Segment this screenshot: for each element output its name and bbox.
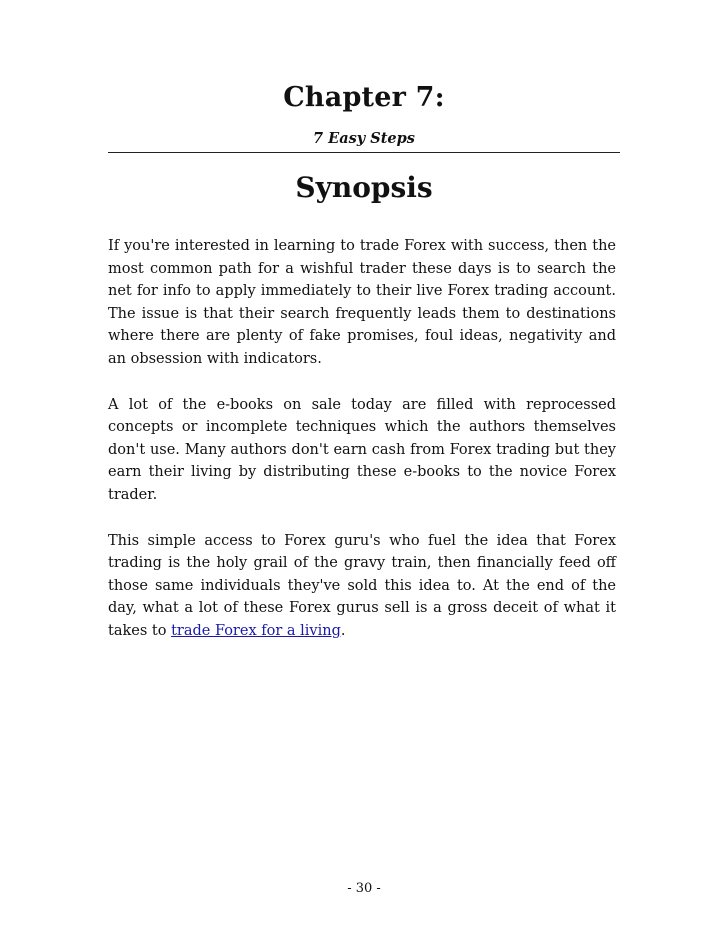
page-number: - 30 - <box>347 881 381 896</box>
paragraph-1: If you're interested in learning to trade Forex with success, then the most common path for a wishful trader these days is to search the net for info to apply immediately to their live Forex trading account. The issue is that their search frequently leads them to destinations where there are plenty of fake promises, foul ideas, negativity and an obsession with indicators. <box>108 238 616 367</box>
paragraph-3 <box>108 530 616 643</box>
section-title: Synopsis <box>295 171 433 204</box>
paragraph-2: A lot of the e-books on sale today are filled with reprocessed concepts or incomplete techniques which the authors themselves don't use. Many authors don't earn cash from Forex trading but they earn their living by distributing these e-books to the novice Forex trader. <box>108 396 616 503</box>
trade-forex-link[interactable]: trade Forex for a living <box>171 622 341 639</box>
chapter-subtitle: 7 Easy Steps <box>313 130 415 147</box>
paragraph-3-end: . <box>340 622 346 639</box>
chapter-title: Chapter 7: <box>283 82 445 113</box>
body-text <box>108 235 616 666</box>
paragraph-3-text: This simple access to Forex guru's who fuel the idea that Forex trading is the holy grail of the gravy train, then financially feed off those same individuals they've sold this idea to. At the end of the day, what a lot of these Forex gurus sell is a gross deceit of what it takes to <box>108 532 616 639</box>
header-divider <box>108 152 620 153</box>
